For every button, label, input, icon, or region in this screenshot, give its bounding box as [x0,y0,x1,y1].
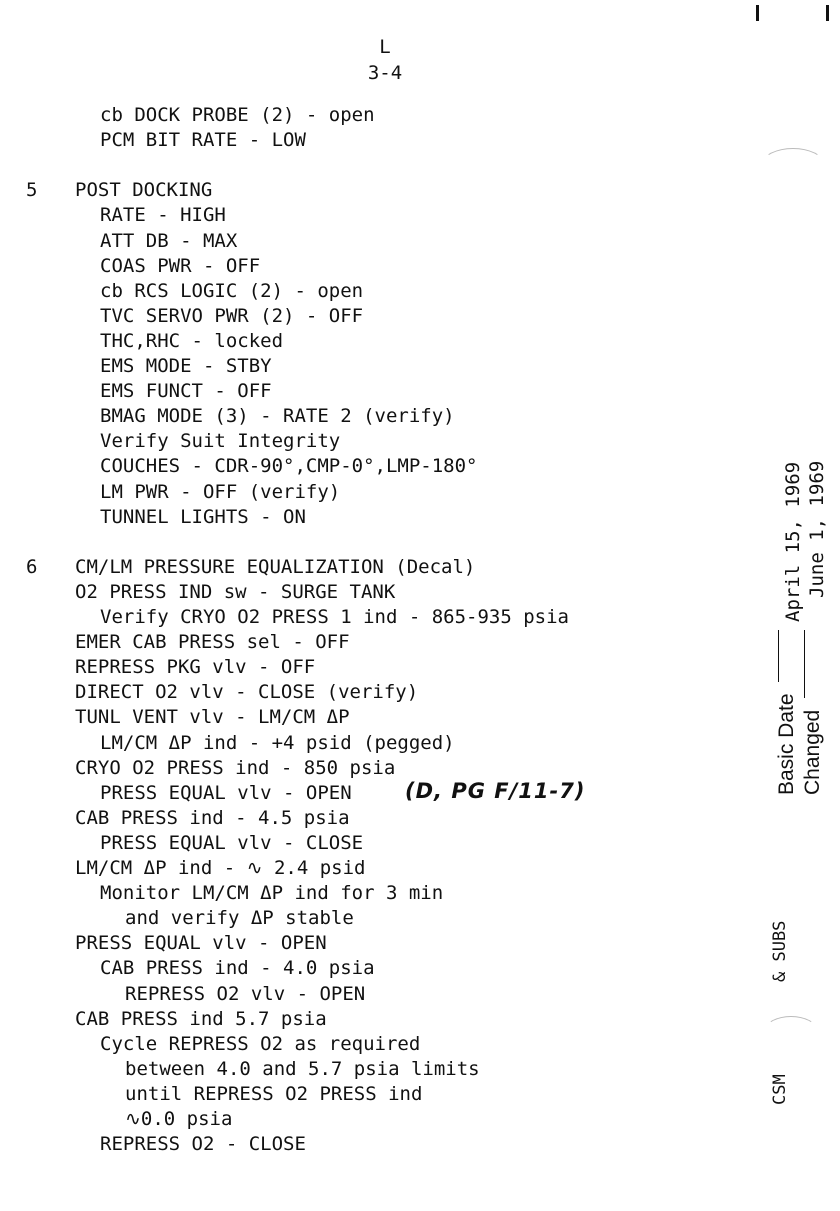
changed-underline [804,630,805,698]
checklist-line: CAB PRESS ind 5.7 psia [75,1007,327,1030]
checklist-line: Cycle REPRESS O2 as required [100,1032,421,1055]
revision-mark [756,5,759,21]
checklist-line: CAB PRESS ind - 4.0 psia [100,957,375,980]
checklist-line: and verify ΔP stable [125,907,354,930]
checklist-line: cb DOCK PROBE (2) - open [100,104,375,126]
checklist-line: PRESS EQUAL vlv - CLOSE [100,831,364,854]
checklist-line: RATE - HIGH [100,204,226,227]
checklist-line: BMAG MODE (3) - RATE 2 (verify) [100,405,455,428]
checklist-line: EMER CAB PRESS sel - OFF [75,631,350,654]
checklist-line: REPRESS PKG vlv - OFF [75,656,316,679]
checklist-line: CAB PRESS ind - 4.5 psia [75,806,350,829]
checklist-line: EMS FUNCT - OFF [100,380,272,403]
checklist-line: LM/CM ΔP ind - +4 psid (pegged) [100,731,455,754]
checklist-line: LM/CM ΔP ind - ∿ 2.4 psid [75,857,366,879]
checklist-line: POST DOCKING [75,179,213,202]
checklist-line: Verify Suit Integrity [100,430,341,453]
checklist-line: between 4.0 and 5.7 psia limits [125,1057,480,1080]
revision-mark [826,5,829,21]
checklist-line: TUNNEL LIGHTS - ON [100,505,306,528]
checklist-line: PRESS EQUAL vlv - OPEN [75,932,327,955]
checklist-line: REPRESS O2 vlv - OPEN [125,982,366,1005]
section-letter: L [379,36,391,58]
checklist-line: LM PWR - OFF (verify) [100,480,341,503]
checklist-line: DIRECT O2 vlv - CLOSE (verify) [75,681,419,704]
subs-label: & SUBS [770,920,790,982]
checklist-line: TUNL VENT vlv - LM/CM ΔP [75,706,350,729]
csm-label: CSM [770,1074,790,1105]
checklist-line: Verify CRYO O2 PRESS 1 ind - 865-935 psia [100,606,569,628]
checklist-line: ATT DB - MAX [100,229,238,252]
checklist-line: CRYO O2 PRESS ind - 850 psia [75,756,396,779]
basic-date-value: April 15, 1969 [782,461,804,622]
checklist-line: COAS PWR - OFF [100,254,261,277]
checklist-line: until REPRESS O2 PRESS ind [125,1082,423,1105]
handwritten-note: (D, PG F/11-7) [405,779,586,803]
checklist-line: COUCHES - CDR-90°,CMP-0°,LMP-180° [100,455,478,478]
basic-date-underline [778,630,779,682]
checklist-line: PCM BIT RATE - LOW [100,129,306,152]
checklist-line: cb RCS LOGIC (2) - open [100,279,364,302]
step-number: 6 [26,555,38,578]
changed-label: Changed [801,709,824,795]
checklist-line: REPRESS O2 - CLOSE [100,1133,306,1156]
checklist-line: TVC SERVO PWR (2) - OFF [100,304,364,327]
checklist-line: Monitor LM/CM ΔP ind for 3 min [100,882,444,905]
checklist-line: EMS MODE - STBY [100,355,272,377]
basic-date-label: Basic Date [775,693,798,795]
checklist-line: PRESS EQUAL vlv - OPEN [100,781,352,804]
step-number: 5 [26,179,38,202]
punch-hole-arc [765,1016,817,1044]
checklist-line: CM/LM PRESSURE EQUALIZATION (Decal) [75,555,476,578]
page-number: 3-4 [367,62,403,84]
checklist-line: ∿0.0 psia [125,1108,233,1130]
punch-hole-arc [762,148,824,180]
changed-date-value: June 1, 1969 [806,460,828,598]
checklist-line: O2 PRESS IND sw - SURGE TANK [75,580,396,603]
checklist-line: THC,RHC - locked [100,329,284,352]
